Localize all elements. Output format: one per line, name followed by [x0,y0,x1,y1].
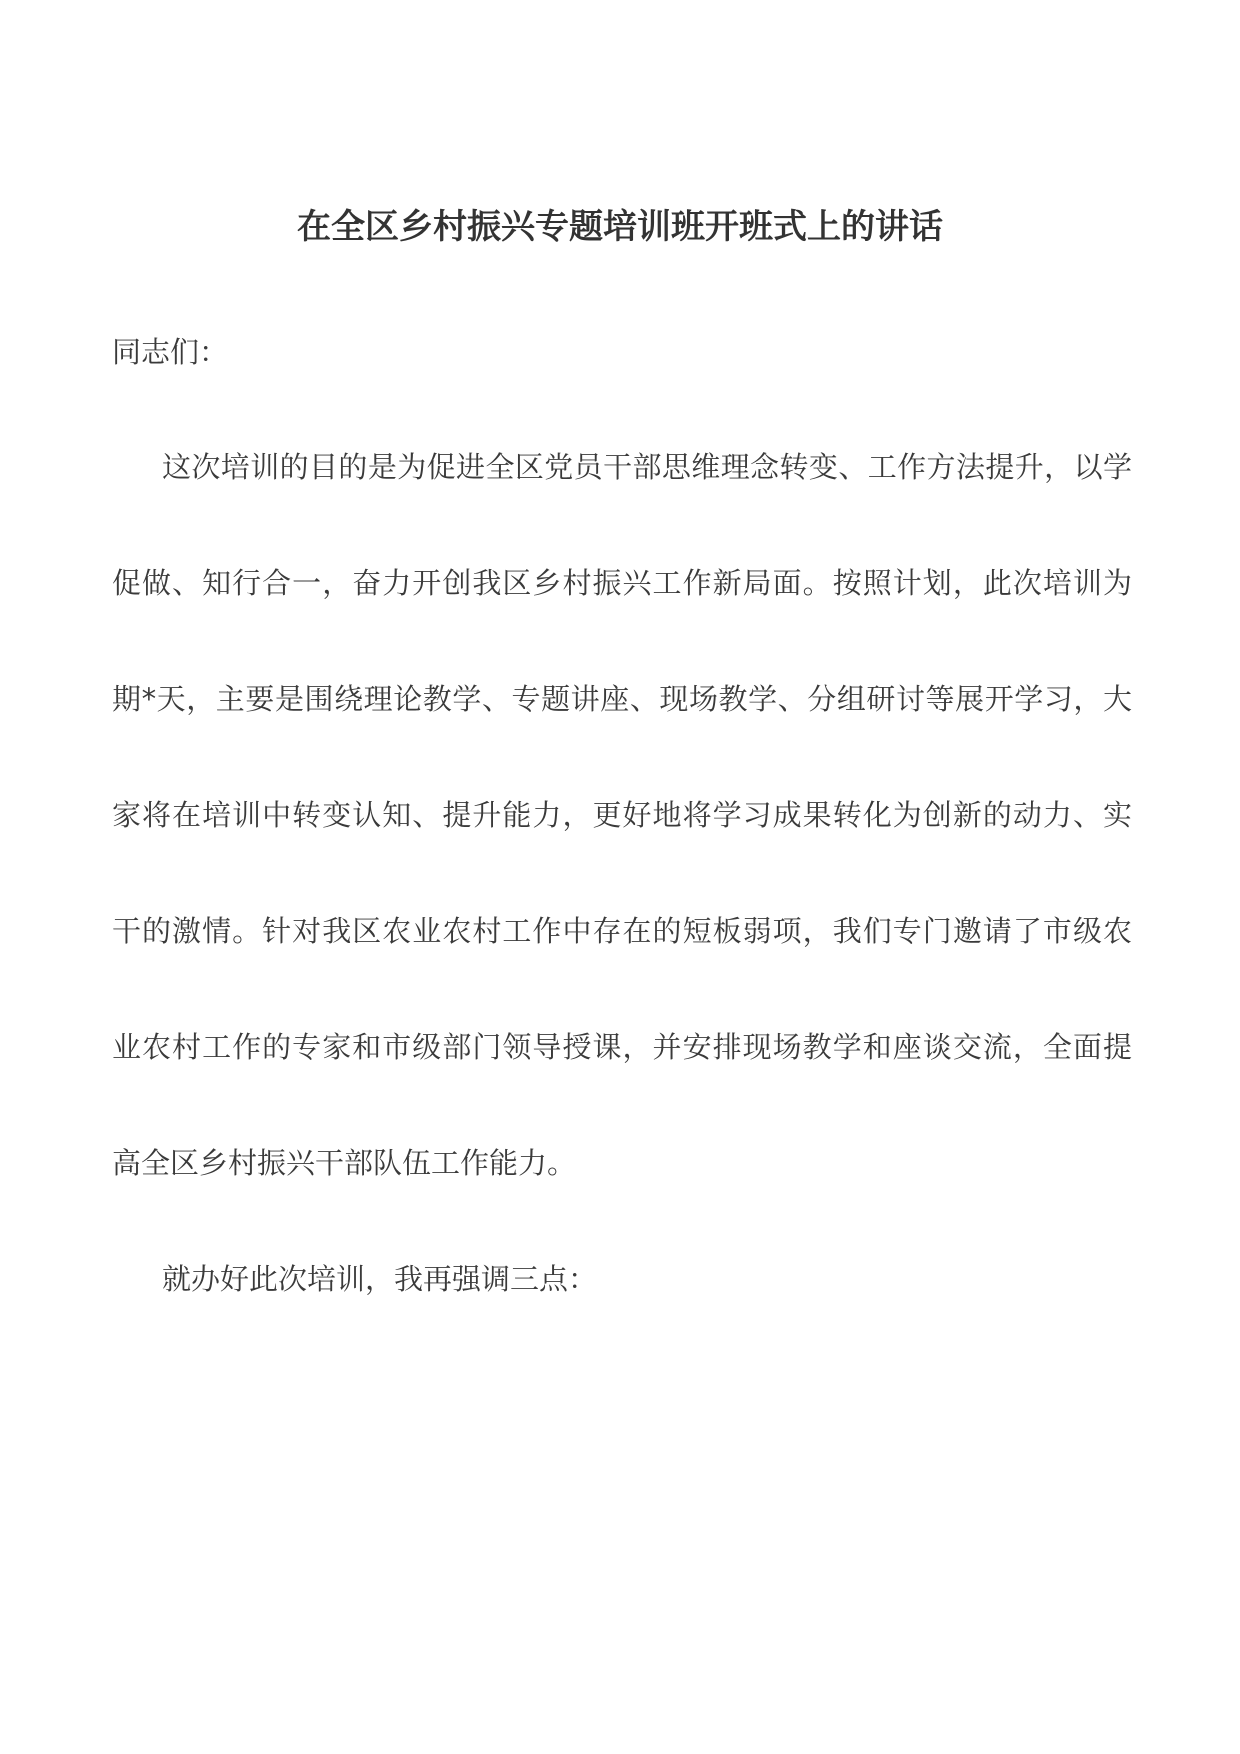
paragraph-2: 就办好此次培训，我再强调三点： [162,1262,598,1296]
paragraph-1-line-7: 高全区乡村振兴干部队伍工作能力。 [112,1146,577,1180]
document-title: 在全区乡村振兴专题培训班开班式上的讲话 [297,207,943,247]
paragraph-1-line-5: 干的激情。针对我区农业农村工作中存在的短板弱项，我们专门邀请了市级农 [112,914,1132,948]
paragraph-1-line-6: 业农村工作的专家和市级部门领导授课，并安排现场教学和座谈交流，全面提 [112,1030,1132,1064]
paragraph-1-line-1: 这次培训的目的是为促进全区党员干部思维理念转变、工作方法提升，以学 [162,450,1132,484]
greeting: 同志们： [112,335,229,369]
paragraph-1-line-2: 促做、知行合一，奋力开创我区乡村振兴工作新局面。按照计划，此次培训为 [112,566,1132,600]
paragraph-1-line-4: 家将在培训中转变认知、提升能力，更好地将学习成果转化为创新的动力、实 [112,798,1132,832]
paragraph-1-line-3: 期*天，主要是围绕理论教学、专题讲座、现场教学、分组研讨等展开学习，大 [112,682,1132,716]
